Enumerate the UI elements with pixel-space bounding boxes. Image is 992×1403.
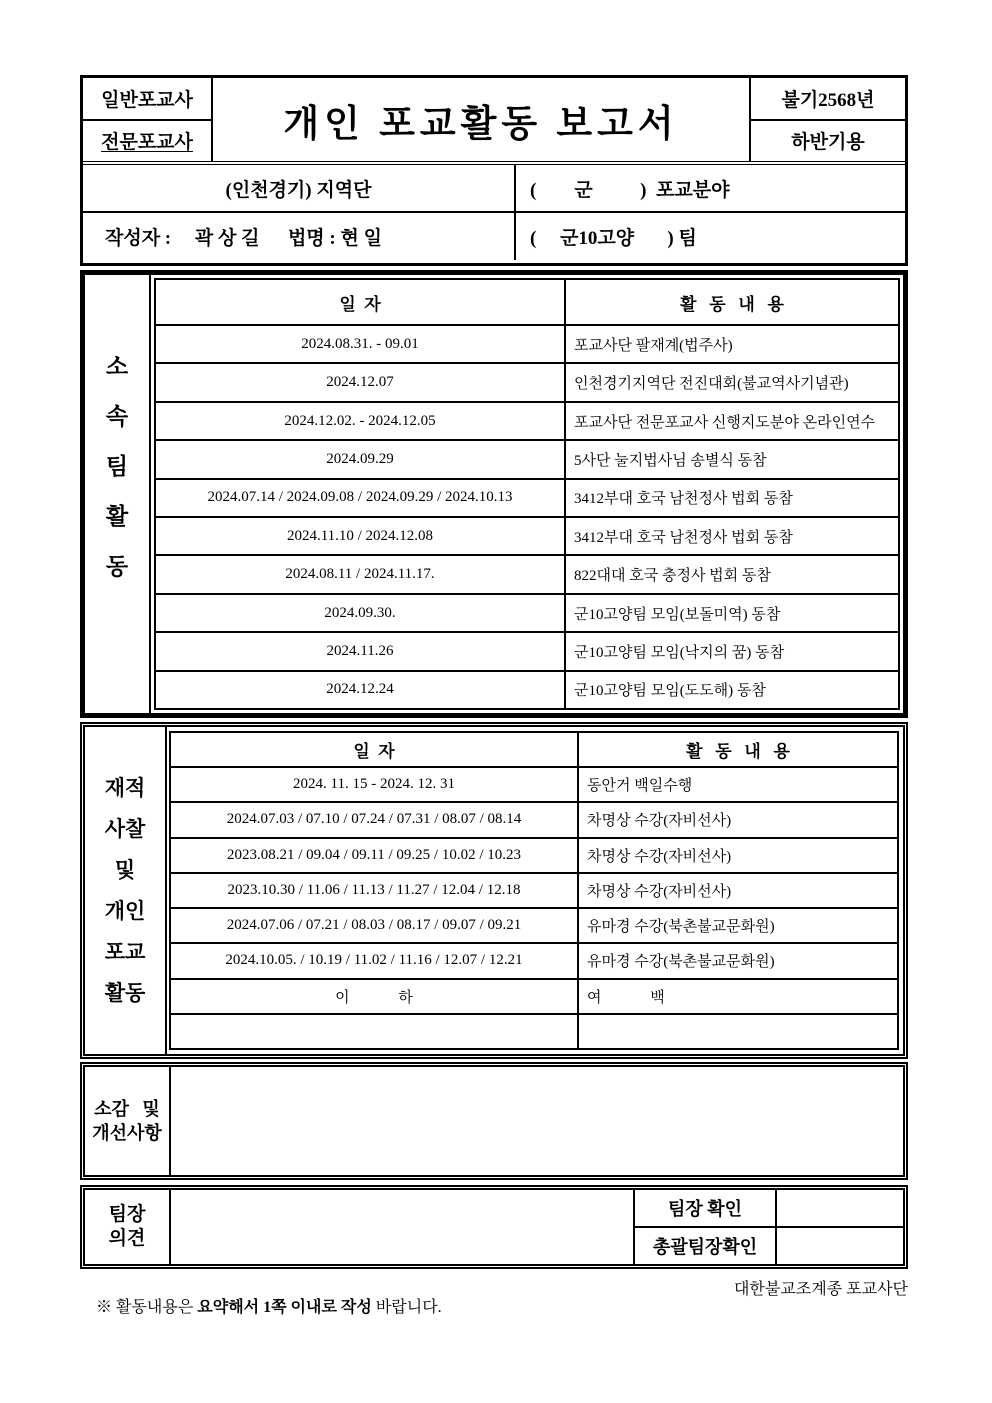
- date-cell: 2024.09.29: [156, 441, 566, 477]
- writer-cell: 작성자 : 곽 상 길 법명 : 현 일: [83, 213, 516, 260]
- personal-activities-section: [80, 722, 908, 1059]
- activity-cell: 차명상 수강(자비선사): [587, 813, 732, 830]
- date-cell: [171, 1015, 579, 1048]
- activity-cell: [579, 1015, 897, 1048]
- grade-professional-label: 전문포교사: [101, 132, 193, 154]
- activity-cell: 차명상 수강(자비선사): [587, 883, 732, 900]
- date-cell: 2024.08.31. - 09.01: [156, 326, 566, 362]
- personal-activities-section-label: [85, 727, 167, 1054]
- table-row: [156, 595, 898, 633]
- date-cell: 2024.12.24: [156, 672, 566, 708]
- label-line: 소감 및: [94, 1098, 160, 1119]
- table-row-empty: [171, 1015, 897, 1048]
- team-cell: ( 군10고양 ) 팀: [530, 228, 697, 249]
- date-cell: 2024.12.07: [156, 364, 566, 400]
- team-activities-table: [154, 278, 900, 710]
- label-line: 포교: [104, 939, 146, 964]
- report-header-table: [80, 75, 908, 266]
- activity-cell: 포교사단 전문포교사 신행지도분야 온라인연수: [574, 414, 876, 431]
- date-cell: 2023.08.21 / 09.04 / 09.11 / 09.25 / 10.02 / 10.23: [171, 839, 579, 872]
- footer: [80, 1276, 908, 1335]
- label-line: 재적: [104, 775, 146, 800]
- table-row: [156, 672, 898, 708]
- team-activities-section: [80, 270, 908, 718]
- table-row: [156, 518, 898, 556]
- activity-cell: 인천경기지역단 전진대회(불교역사기념관): [574, 376, 849, 393]
- date-cell: 2024.07.06 / 07.21 / 08.03 / 08.17 / 09.07 / 09.21: [171, 909, 579, 942]
- table-row: [156, 326, 898, 364]
- date-cell: 2024.11.10 / 2024.12.08: [156, 518, 566, 554]
- table-row: [171, 768, 897, 803]
- header-title-row: [83, 78, 905, 165]
- table-row: [171, 909, 897, 944]
- activity-cell: 822대대 호국 충정사 법회 동참: [574, 568, 771, 585]
- table-row: [156, 403, 898, 441]
- label-char: 속: [105, 403, 129, 429]
- footer-note-prefix: ※ 활동내용은: [96, 1299, 198, 1316]
- opinion-content-area: [171, 1190, 635, 1264]
- period-label: 하반기용: [791, 132, 865, 154]
- footer-note: [80, 1276, 442, 1335]
- mission-field-cell: ( 군 ) 포교분야: [530, 179, 730, 201]
- activity-column-header: 활 동 내 용: [680, 294, 784, 314]
- opinion-section: [80, 1185, 908, 1269]
- general-leader-signature-box: [777, 1228, 903, 1264]
- leader-confirm-label: 팀장 확인: [635, 1190, 775, 1228]
- label-line: 사찰: [104, 816, 146, 841]
- activity-cell: 차명상 수강(자비선사): [587, 848, 732, 865]
- table-row: [171, 944, 897, 979]
- activity-cell: 군10고양팀 모임(도도해) 동참: [574, 683, 766, 700]
- table-row: [156, 364, 898, 402]
- footer-note-bold: 요약해서 1쪽 이내로 작성: [197, 1299, 372, 1316]
- label-char: 동: [105, 553, 129, 579]
- table-row: [171, 803, 897, 838]
- preacher-grade-cells: [83, 78, 213, 161]
- label-line: 및: [114, 857, 136, 882]
- activity-cell: 동안거 백일수행: [587, 778, 693, 795]
- date-column-header: 일 자: [156, 280, 566, 324]
- label-char: 소: [105, 353, 129, 379]
- team-activities-section-label: [85, 275, 151, 713]
- region-row: [83, 165, 905, 213]
- activity-cell: 포교사단 팔재계(법주사): [574, 337, 733, 354]
- page-title: 개인 포교활동 보고서: [283, 103, 679, 145]
- date-cell: 이 하: [171, 980, 579, 1013]
- table-row: [171, 874, 897, 909]
- table-header: [171, 733, 897, 768]
- region-cell: (인천경기) 지역단: [83, 165, 516, 211]
- activity-column-header: 활 동 내 용: [686, 742, 790, 761]
- footer-note-suffix: 바랍니다.: [371, 1299, 442, 1316]
- date-cell: 2024.07.14 / 2024.09.08 / 2024.09.29 / 2024.10.13: [156, 480, 566, 516]
- personal-activities-content: [167, 727, 903, 1054]
- activity-cell: 군10고양팀 모임(낙지의 꿈) 동참: [574, 644, 785, 661]
- activity-cell: 5사단 눌지법사님 송별식 동참: [574, 452, 767, 469]
- writer-row: [83, 213, 905, 260]
- era-cells: [749, 78, 905, 161]
- table-row: [156, 480, 898, 518]
- date-cell: 2024.10.05. / 10.19 / 11.02 / 11.16 / 12.07 / 12.21: [171, 944, 579, 977]
- confirmation-signature-boxes: [777, 1190, 903, 1264]
- activity-cell: 여 백: [587, 989, 665, 1006]
- opinion-section-label: [85, 1190, 171, 1264]
- table-row: [171, 839, 897, 874]
- activity-cell: 군10고양팀 모임(보돌미역) 동참: [574, 606, 781, 623]
- remarks-content-area: [171, 1067, 903, 1175]
- date-cell: 2024.12.02. - 2024.12.05: [156, 403, 566, 439]
- remarks-section: [80, 1062, 908, 1180]
- label-line: 개인: [104, 898, 146, 923]
- activity-cell: 3412부대 호국 남천정사 법회 동참: [574, 529, 793, 546]
- label-char: 활: [105, 503, 129, 529]
- personal-activities-table: [169, 731, 899, 1050]
- label-char: 팀: [105, 453, 129, 479]
- date-cell: 2023.10.30 / 11.06 / 11.13 / 11.27 / 12.04 / 12.18: [171, 874, 579, 907]
- date-cell: 2024.11.26: [156, 633, 566, 669]
- date-cell: 2024.08.11 / 2024.11.17.: [156, 556, 566, 592]
- activity-cell: 유마경 수강(북촌불교문화원): [587, 954, 775, 971]
- footer-organization: 대한불교조계종 포교사단: [733, 1281, 908, 1298]
- table-header: [156, 280, 898, 326]
- label-line: 활동: [104, 980, 146, 1005]
- buddhist-year: 불기2568년: [751, 78, 905, 121]
- table-row-blank-below: [171, 980, 897, 1015]
- label-line: 의견: [108, 1228, 146, 1249]
- label-line: 팀장: [108, 1204, 146, 1226]
- activity-cell: 유마경 수강(북촌불교문화원): [587, 919, 775, 936]
- remarks-section-label: [85, 1067, 171, 1175]
- grade-professional: [83, 121, 211, 162]
- general-leader-confirm-label: 총괄팀장확인: [652, 1237, 758, 1257]
- leader-signature-box: [777, 1190, 903, 1228]
- table-row: [156, 441, 898, 479]
- date-cell: 2024.09.30.: [156, 595, 566, 631]
- grade-general: [83, 78, 211, 121]
- date-column-header: 일 자: [171, 733, 579, 766]
- date-cell: 2024. 11. 15 - 2024. 12. 31: [171, 768, 579, 801]
- team-activities-content: [151, 275, 903, 713]
- table-row: [156, 556, 898, 594]
- date-cell: 2024.07.03 / 07.10 / 07.24 / 07.31 / 08.07 / 08.14: [171, 803, 579, 836]
- table-row: [156, 633, 898, 671]
- confirmation-labels: [635, 1190, 777, 1264]
- activity-cell: 3412부대 호국 남천정사 법회 동참: [574, 491, 793, 508]
- label-line: 개선사항: [92, 1123, 162, 1143]
- grade-general-label: 일반포교사: [101, 89, 193, 111]
